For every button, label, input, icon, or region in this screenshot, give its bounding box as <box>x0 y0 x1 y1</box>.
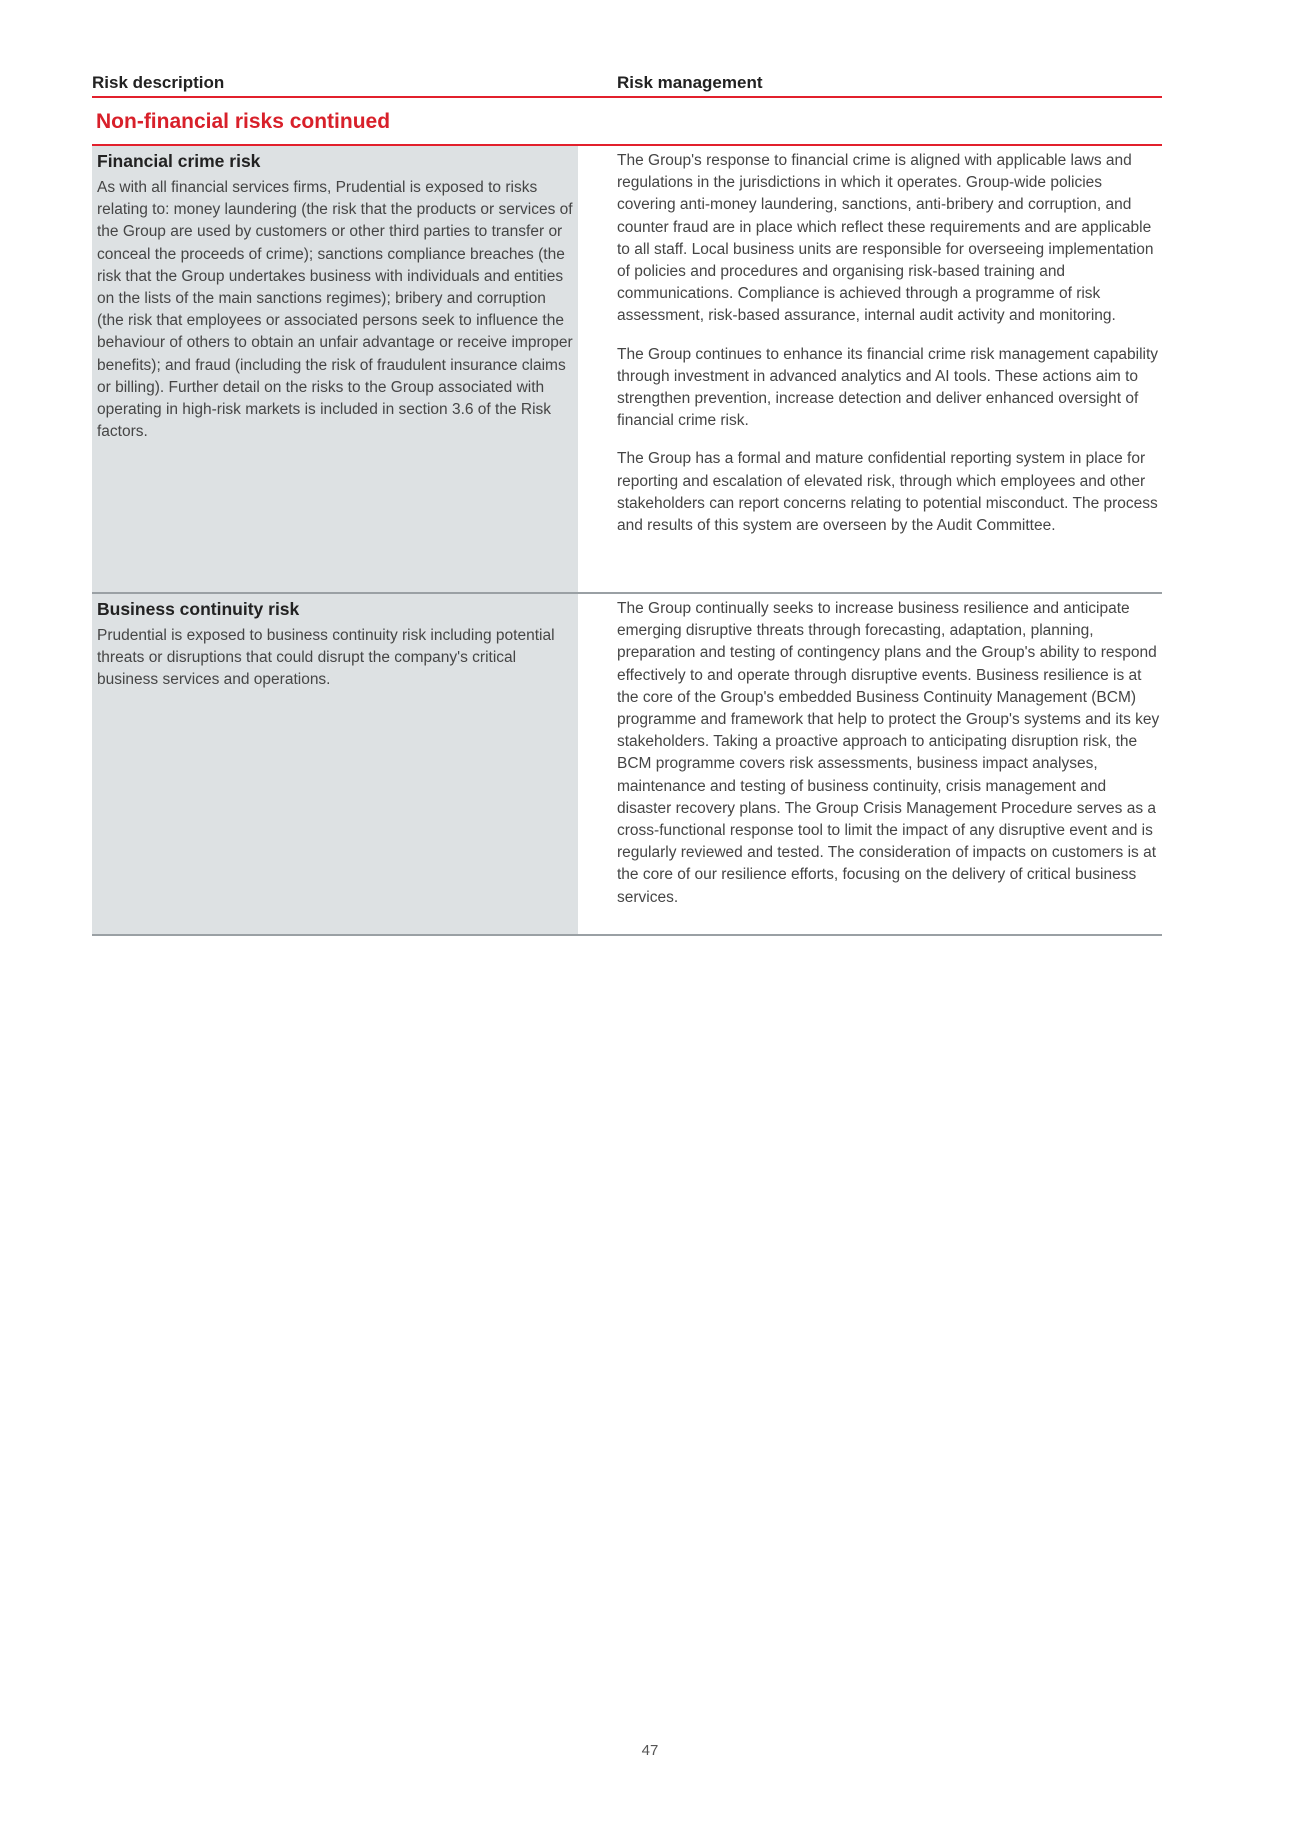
risk-title: Financial crime risk <box>97 151 261 171</box>
risk-management-paragraph: The Group continually seeks to increase business resilience and anticipate emerging disruptive threats through forecasting, adaptation, planning, preparation and testing of contingency plans and the Group's ability to respond effectively to and operate through disruptive events. Business resilience is at the core of the Group's embedded Business Continuity Management (BCM) programme and framework that help to protect the Group's systems and its key stakeholders. Taking a proactive approach to anticipating disruption risk, the BCM programme covers risk assessments, business impact analyses, maintenance and testing of business continuity, crisis management and disaster recovery plans. The Group Crisis Management Procedure serves as a cross-functional response tool to limit the impact of any disruptive event and is regularly reviewed and tested. The consideration of impacts on customers is at the core of our resilience efforts, focusing on the delivery of critical business services. <box>617 600 1160 906</box>
risk-management-cell <box>617 146 1162 592</box>
table-header <box>92 72 1162 98</box>
risk-management-paragraph: The Group continues to enhance its financial crime risk management capability through investment in advanced analytics and AI tools. These actions aim to strengthen prevention, increase detection and deliver enhanced oversight of financial crime risk. <box>617 345 1159 430</box>
risk-description-text: As with all financial services firms, Prudential is exposed to risks relating to: money laundering (the risk that the products or services of the Group are used by customers or other third parties to transfer or conceal the proceeds of crime); sanctions compliance breaches (the risk that the Group undertakes business with individuals and entities on the lists of the main sanctions regimes); bribery and corruption (the risk that employees or associated persons seek to influence the behaviour of others to obtain an unfair advantage or receive improper benefits); and fraud (including the risk of fraudulent insurance claims or billing). Further detail on the risks to the Group associated with operating in high-risk markets is included in section 3.6 of the Risk factors. <box>97 179 573 441</box>
risk-management-cell <box>617 594 1162 934</box>
risk-description-cell <box>92 594 578 934</box>
risk-description-text: Prudential is exposed to business continuity risk including potential threats or disruptions that could disrupt the company's critical business services and operations. <box>97 627 555 689</box>
risk-title: Business continuity risk <box>97 599 300 619</box>
risk-management-paragraph: The Group's response to financial crime is aligned with applicable laws and regulations in the jurisdictions in which it operates. Group-wide policies covering anti-money laundering, sanctions, anti-bribery and corruption, and counter fraud are in place which reflect these requirements and are applicable to all staff. Local business units are responsible for overseeing implementation of policies and procedures and organising risk-based training and communications. Compliance is achieved through a programme of risk assessment, risk-based assurance, internal audit activity and monitoring. <box>617 152 1154 325</box>
page-number: 47 <box>641 1742 659 1759</box>
section-title: Non-financial risks continued <box>92 98 1162 146</box>
table-row <box>92 146 1162 594</box>
risk-description-header: Risk description <box>92 73 225 92</box>
risk-description-cell <box>92 146 578 592</box>
risk-management-header: Risk management <box>617 73 763 92</box>
table-row <box>92 594 1162 936</box>
risk-table <box>92 72 1162 936</box>
risk-management-paragraph: The Group has a formal and mature confidential reporting system in place for reporting and escalation of elevated risk, through which employees and other stakeholders can report concerns relating to potential misconduct. The process and results of this system are overseen by the Audit Committee. <box>617 450 1158 535</box>
